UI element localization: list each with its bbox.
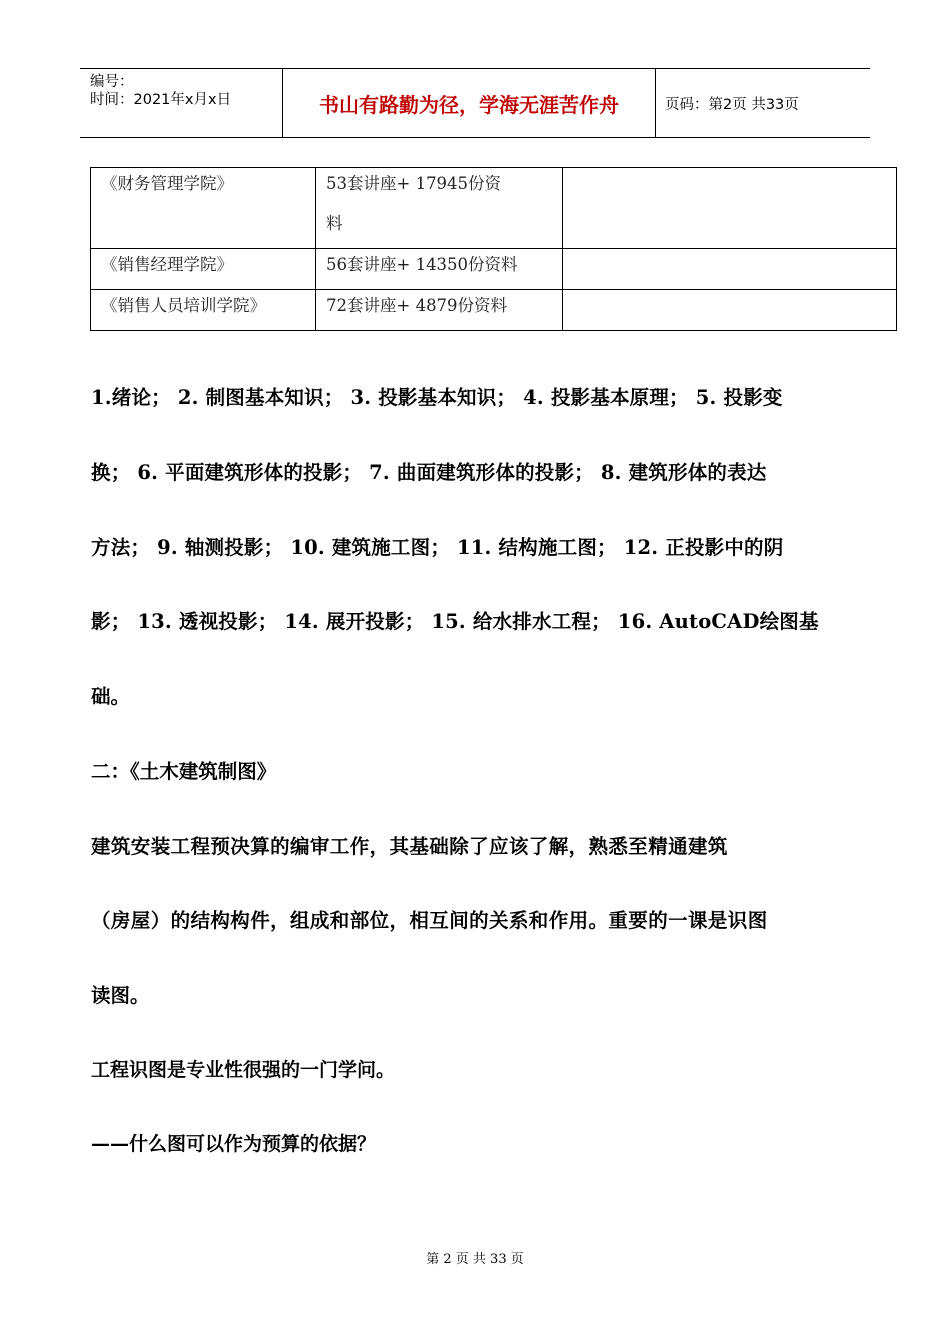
table-cell-extra [563,249,897,290]
chapters-line-2: 换； 6. 平面建筑形体的投影； 7. 曲面建筑形体的投影； 8. 建筑形体的表达 [91,461,767,484]
header-meta [80,69,282,137]
row-content-line1: 56套讲座+ 14350份资料 [326,255,518,274]
row-name: 《财务管理学院》 [101,174,233,193]
question-text: ——什么图可以作为预算的依据？ [91,1133,377,1155]
number-label: 编号： [90,74,134,90]
table-cell-extra [563,290,897,331]
chapters-line-1: 1.绪论； 2. 制图基本知识； 3. 投影基本知识； 4. 投影基本原理； 5. 投影变 [91,386,783,409]
resource-table [90,167,897,331]
table-cell-content [316,168,563,249]
chapters-line-4: 影； 13. 透视投影； 14. 展开投影； 15. 给水排水工程； 16. AutoCAD绘图基 [91,610,819,633]
row-name: 《销售人员培训学院》 [101,296,266,315]
row-content-line1: 72套讲座+ 4879份资料 [326,296,508,315]
paragraph-line-1: 建筑安装工程预决算的编审工作，其基础除了应该了解，熟悉至精通建筑 [91,835,728,858]
statement-text: 工程识图是专业性很强的一门学问。 [91,1059,396,1081]
paragraph-line-2: （房屋）的结构构件，组成和部位，相互间的关系和作用。重要的一课是识图 [91,909,768,932]
paragraph-line-3: 读图。 [91,984,150,1007]
chapters-line-3: 方法； 9. 轴测投影； 10. 建筑施工图； 11. 结构施工图； 12. 正投影中的阴 [91,536,784,559]
table-row [91,249,897,290]
header-page-info: 页码：第2页 共33页 [665,96,799,113]
chapters-line-5: 础。 [91,685,131,708]
section-heading: 二：《土木建筑制图》 [91,760,277,783]
table-cell-name [91,249,316,290]
table-cell-name [91,290,316,331]
header-motto: 书山有路勤为径，学海无涯苦作舟 [282,69,656,137]
table-row [91,290,897,331]
table-cell-name [91,168,316,249]
table-row [91,168,897,249]
page-footer: 第 2 页 共 33 页 [426,1252,524,1267]
table-cell-extra [563,168,897,249]
row-content-line1: 53套讲座+ 17945份资 [326,174,502,193]
table-cell-content [316,249,563,290]
time-label: 时间：2021年x月x日 [90,92,232,108]
table-cell-content [316,290,563,331]
row-content-line2: 料 [326,214,343,233]
row-name: 《销售经理学院》 [101,255,233,274]
page-header [80,68,870,138]
